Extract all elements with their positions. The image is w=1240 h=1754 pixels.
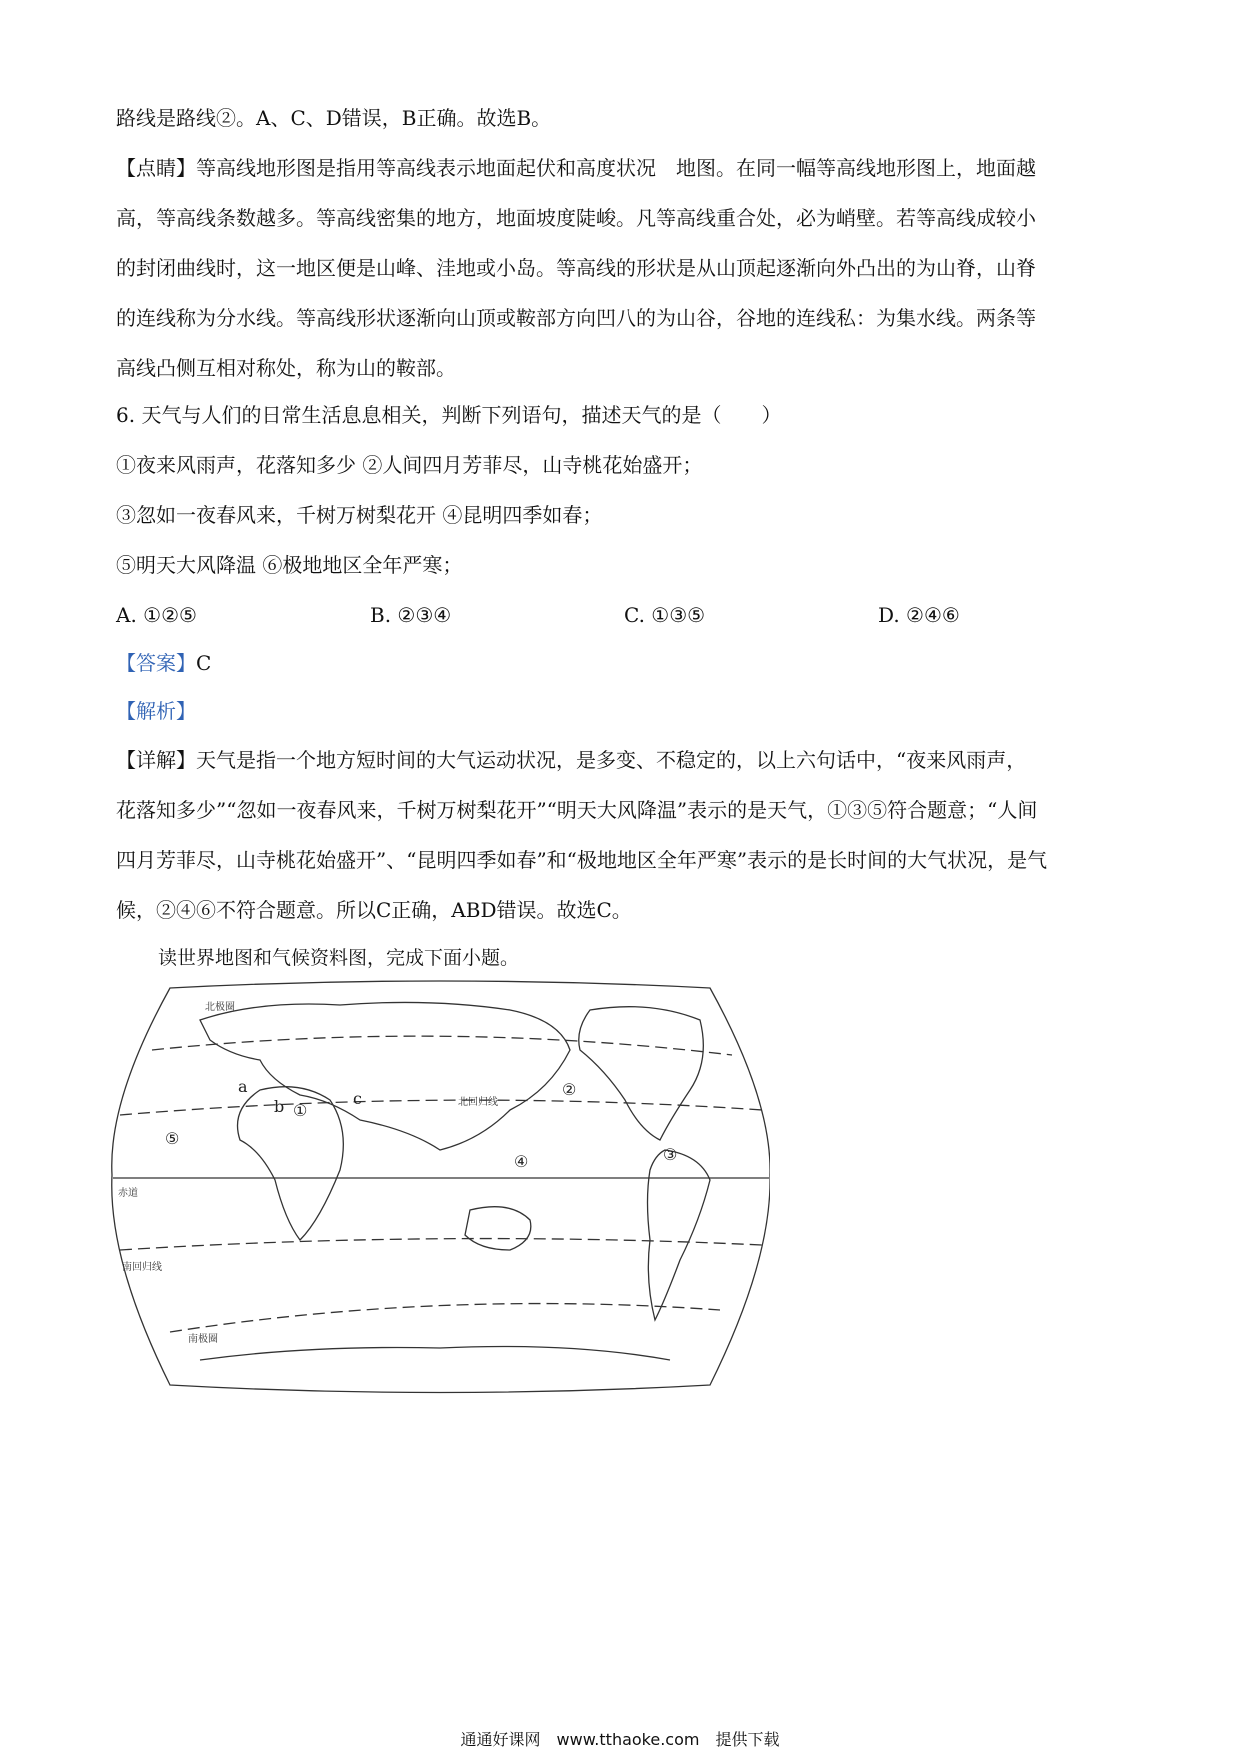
option-b: B. ②③④ xyxy=(370,603,452,627)
map-intro: 读世界地图和气候资料图，完成下面小题。 xyxy=(158,947,520,969)
option-c: C. ①③⑤ xyxy=(624,603,706,627)
analysis-label: 【解析】 xyxy=(116,699,196,723)
tropic-cancer-label: 北回归线 xyxy=(458,1097,498,1108)
detail-line-4: 候，②④⑥不符合题意。所以C正确，ABD错误。故选C。 xyxy=(116,898,632,922)
map-label-c: c xyxy=(353,1089,362,1108)
world-map xyxy=(110,980,770,1400)
answer-line xyxy=(116,648,1132,678)
map-marker-2: ② xyxy=(562,1080,577,1099)
answer-value: C xyxy=(196,651,212,675)
text-line-1: 路线是路线②。A、C、D错误，B正确。故选B。 xyxy=(116,106,552,130)
option-d: D. ②④⑥ xyxy=(878,603,960,627)
text-line-6: 高线凸侧互相对称处，称为山的鞍部。 xyxy=(116,356,456,380)
map-label-b: b xyxy=(274,1097,285,1116)
map-frame xyxy=(112,981,770,1393)
antarctica-outline xyxy=(200,1347,670,1361)
antarctic-circle-line xyxy=(170,1304,720,1332)
question-statement-2: ③忽如一夜春风来，千树万树梨花开 ④昆明四季如春； xyxy=(116,503,603,527)
arctic-circle-line xyxy=(152,1036,732,1055)
antarctic-circle-label: 南极圈 xyxy=(188,1334,218,1345)
tropic-capricorn-line xyxy=(120,1239,762,1250)
tropic-capricorn-label: 南回归线 xyxy=(122,1262,162,1273)
north-america-outline xyxy=(579,1007,704,1140)
equator-label: 赤道 xyxy=(118,1188,138,1199)
question-statement-3: ⑤明天大风降温 ⑥极地地区全年严寒； xyxy=(116,553,463,577)
page-footer: 通通好课网 www.tthaoke.com 提供下载 xyxy=(460,1730,780,1749)
answer-label: 【答案】 xyxy=(116,651,196,675)
map-marker-1: ① xyxy=(293,1101,308,1120)
option-a: A. ①②⑤ xyxy=(116,603,197,627)
detail-line-2: 花落知多少”“忽如一夜春风来，千树万树梨花开”“明天大风降温”表示的是天气，①③⑤符合题意；“人间 xyxy=(116,798,1038,822)
question-statement-1: ①夜来风雨声，花落知多少 ②人间四月芳菲尽，山寺桃花始盛开； xyxy=(116,453,703,477)
question-stem: 6. 天气与人们的日常生活息息相关，判断下列语句，描述天气的是（ ） xyxy=(116,403,782,427)
map-label-a: a xyxy=(238,1077,248,1096)
text-line-4: 的封闭曲线时，这一地区便是山峰、洼地或小岛。等高线的形状是从山顶起逐渐向外凸出的为山脊，山脊 xyxy=(116,256,1036,280)
map-marker-4: ④ xyxy=(514,1152,529,1171)
map-marker-5: ⑤ xyxy=(165,1129,180,1148)
africa-outline xyxy=(238,1087,344,1240)
detail-line-1: 【详解】天气是指一个地方短时间的大气运动状况，是多变、不稳定的，以上六句话中，“夜来风雨声， xyxy=(116,748,1027,772)
analysis-line xyxy=(116,696,1132,726)
eurasia-outline xyxy=(200,1002,570,1150)
text-line-5: 的连线称为分水线。等高线形状逐渐向山顶或鞍部方向凹八的为山谷，谷地的连线私：为集水线。两条等 xyxy=(116,306,1036,330)
arctic-circle-label: 北极圈 xyxy=(205,1002,235,1013)
text-line-3: 高，等高线条数越多。等高线密集的地方，地面坡度陡峻。凡等高线重合处，必为峭壁。若等高线成较小 xyxy=(116,206,1036,230)
tropic-cancer-line xyxy=(120,1100,762,1115)
detail-line-3: 四月芳菲尽，山寺桃花始盛开”、“昆明四季如春”和“极地地区全年严寒”表示的是长时间的大气状况，是气 xyxy=(116,848,1048,872)
south-america-outline xyxy=(648,1150,711,1320)
text-line-2: 【点睛】等高线地形图是指用等高线表示地面起伏和高度状况 地图。在同一幅等高线地形图上，地面越 xyxy=(116,156,1036,180)
australia-outline xyxy=(465,1207,531,1250)
map-marker-3: ③ xyxy=(663,1145,678,1164)
